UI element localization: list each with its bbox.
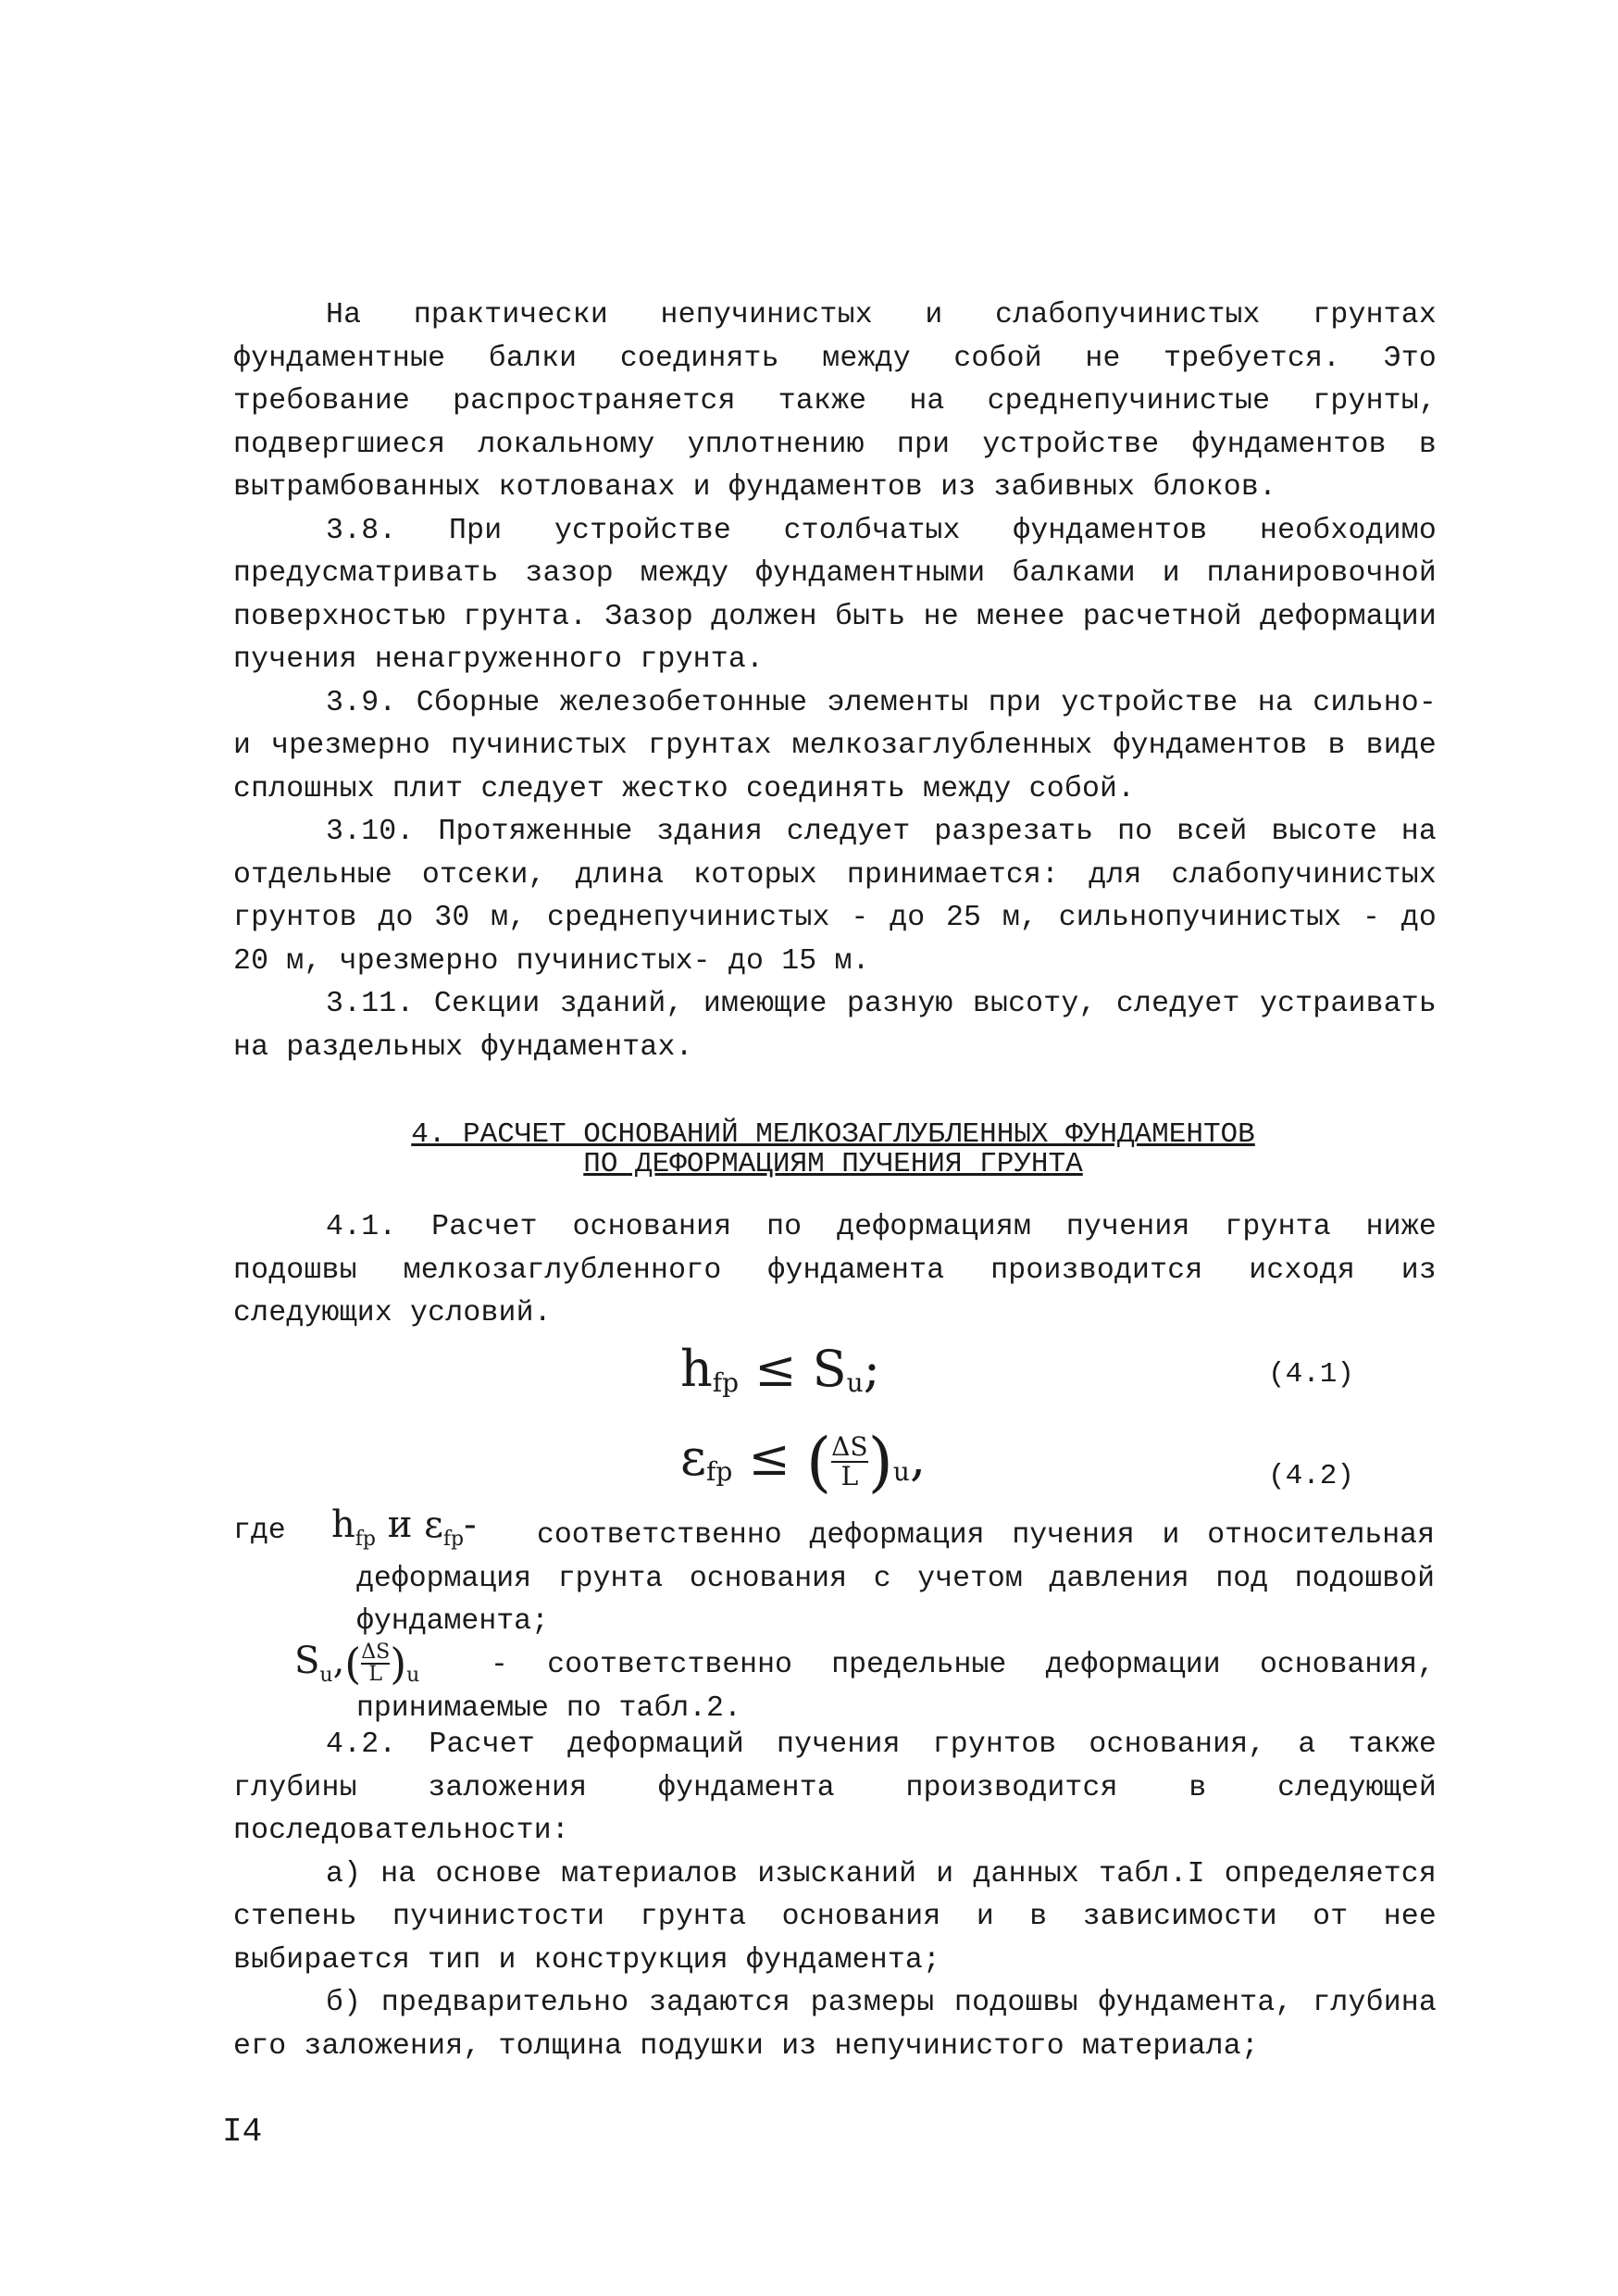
where-text-1: соответственно деформация пучения и относительная деформация грунта основания с учетом давления под подошвой фундамента; <box>356 1519 1435 1638</box>
equation-number-4-1: (4.1) <box>1268 1358 1355 1391</box>
paragraph-3-11: 3.11. Секции зданий, имеющие разную высоту, следует устраивать на раздельных фундаментах. <box>233 988 1437 1064</box>
formula-4-1-expression: $h_{fp} \le S_u$; <box>680 1340 880 1398</box>
page-number: I4 <box>222 2113 263 2151</box>
where-label: где <box>233 1515 286 1547</box>
paragraph-4-2: 4.2. Расчет деформаций пучения грунтов основания, а также глубины заложения фундамента производится в следующей последовательности: <box>233 1728 1437 1847</box>
equation-number-4-2: (4.2) <box>1268 1460 1355 1492</box>
paragraph-3-8: 3.8. При устройстве столбчатых фундаментов необходимо предусматривать зазор между фундаментными балками и планировочной поверхностью грунта. Зазор должен быть не менее расчетной деформации пучения ненагруженного грунта. <box>233 514 1437 676</box>
where-text-2: - соответственно предельные деформации основания, принимаемые по табл.2. <box>356 1649 1435 1725</box>
text-block-section-3 <box>233 294 1437 1069</box>
heading-line-2: ПО ДЕФОРМАЦИЯМ ПУЧЕНИЯ ГРУНТА <box>583 1148 1083 1180</box>
paragraph-3-7-cont: На практически непучинистых и слабопучинистых грунтах фундаментные балки соединять между собой не требуется. Это требование распространяется также на среднепучинистые грунты, подвергшиеся локальному уплотнению при устройстве фундаментов в вытрамбованных котлованах и фундаментов из забивных блоков. <box>233 299 1437 504</box>
text-block-4-2 <box>233 1724 1437 2068</box>
formula-4-2-expression: $\varepsilon_{fp}$ ≤ ( $\frac{\Delta S}{L}$ )$_u$, <box>680 1424 927 1500</box>
paragraph-4-1: 4.1. Расчет основания по деформациям пучения грунта ниже подошвы мелкозаглубленного фундамента производится исходя из следующих условий. <box>233 1211 1437 1329</box>
heading-line-1: 4. РАСЧЕТ ОСНОВАНИЙ МЕЛКОЗАГЛУБЛЕННЫХ ФУНДАМЕНТОВ <box>411 1118 1255 1151</box>
paragraph-3-10: 3.10. Протяженные здания следует разрезать по всей высоте на отдельные отсеки, длина которых принимается: для слабопучинистых грунтов до 30 м, среднепучинистых - до 25 м, сильнопучинистых - до 20 м, чрезмерно пучинистых- до 15 м. <box>233 816 1437 978</box>
section-heading <box>278 1120 1388 1179</box>
symbols-s-deltas: $S_u$,( $\frac{\Delta S}{L}$ )$_u$ <box>294 1639 420 1689</box>
symbols-h-eps: $h_{fp}$ и $\varepsilon_{fp}-$ <box>331 1504 477 1551</box>
paragraph-4-2-b: б) предварительно задаются размеры подошвы фундамента, глубина его заложения, толщина подушки из непучинистого материала; <box>233 1987 1437 2063</box>
text-block-4-1 <box>233 1206 1437 1336</box>
paragraph-3-9: 3.9. Сборные железобетонные элементы при устройстве на сильно- и чрезмерно пучинистых грунтах мелкозаглубленных фундаментов в виде сплошных плит следует жестко соединять между собой. <box>233 686 1437 805</box>
formula-4-2 <box>0 1416 1618 1509</box>
formula-4-1 <box>0 1333 1618 1407</box>
paragraph-4-2-a: а) на основе материалов изысканий и данных табл.I определяется степень пучинистости грунта основания и в зависимости от нее выбирается тип и конструкция фундамента; <box>233 1857 1437 1977</box>
